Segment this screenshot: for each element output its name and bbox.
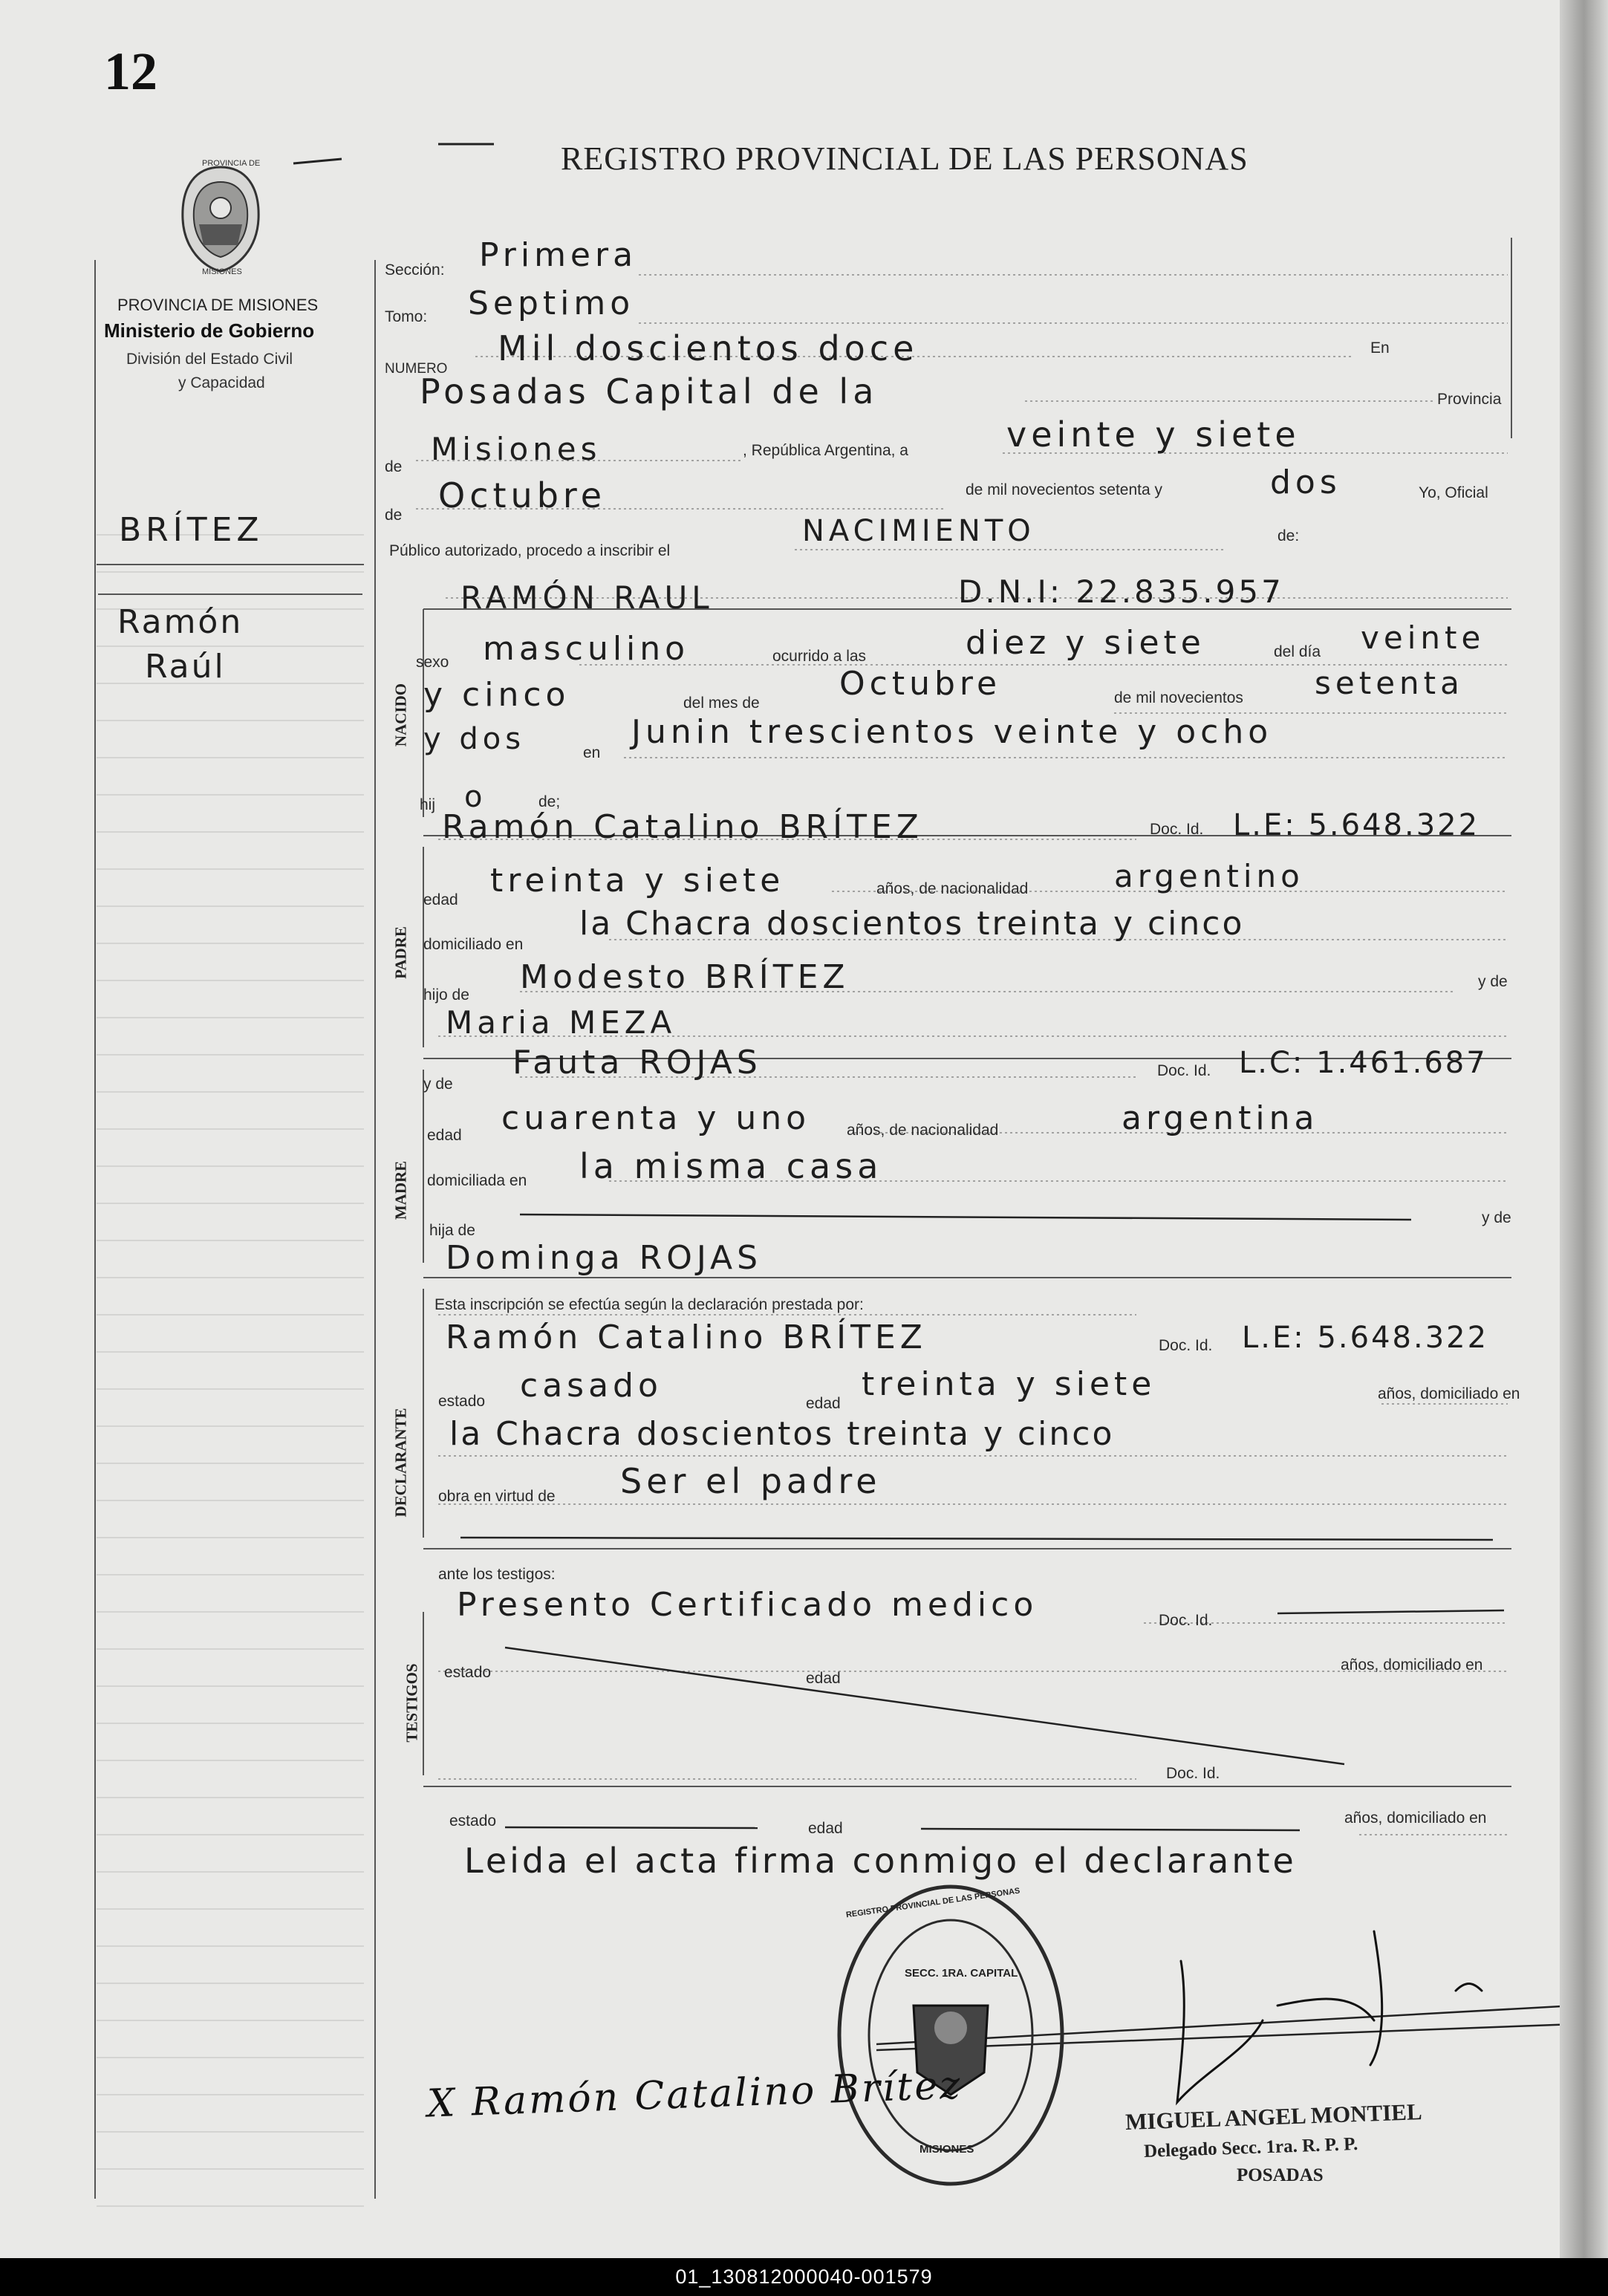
padre-nombre: Ramón Catalino BRÍTEZ <box>442 808 923 846</box>
label-de-mil: de mil novecientos <box>1114 689 1243 706</box>
value-dia: veinte y siete <box>1006 414 1301 455</box>
side-label-nacido: NACIDO <box>391 683 410 747</box>
label-doc-madre: Doc. Id. <box>1157 1062 1211 1079</box>
label-en: En <box>1370 339 1390 357</box>
label-tomo: Tomo: <box>385 308 428 325</box>
label-estado-declarante: estado <box>438 1393 486 1410</box>
value-anio: dos <box>1270 464 1341 501</box>
label-republica: , República Argentina, a <box>743 442 908 459</box>
madre-doc: L.C: 1.461.687 <box>1239 1046 1488 1080</box>
label-edad-testigo-1: edad <box>806 1670 841 1687</box>
nacido-nombre: RAMÓN RAUL <box>460 579 714 616</box>
official-city: POSADAS <box>1237 2165 1324 2185</box>
label-edad-testigo-2: edad <box>808 1820 843 1837</box>
side-label-testigos: TESTIGOS <box>403 1663 421 1743</box>
label-domiciliada: domiciliada en <box>427 1172 527 1189</box>
nacido-anio-2: y dos <box>423 722 526 756</box>
label-publico: Público autorizado, procedo a inscribir el <box>389 542 671 559</box>
padre-padre: Modesto BRÍTEZ <box>520 958 850 996</box>
official-title: Delegado Secc. 1ra. R. P. P. <box>1143 2133 1358 2162</box>
ministry-name: Ministerio de Gobierno <box>104 319 315 342</box>
label-de-2: de <box>385 507 403 524</box>
footer-id: 01_130812000040-001579 <box>0 2258 1608 2296</box>
label-doc-testigo-1: Doc. Id. <box>1159 1612 1213 1629</box>
padre-nacionalidad: argentino <box>1114 858 1304 894</box>
label-y-de-padre: y de <box>1478 973 1508 990</box>
stamp-text-top: REGISTRO PROVINCIAL DE LAS PERSONAS <box>845 1886 1021 1920</box>
label-domicilio-declarante: años, domiciliado en <box>1378 1385 1520 1402</box>
madre-nacionalidad: argentina <box>1122 1099 1319 1137</box>
label-hija-de: hija de <box>429 1222 475 1239</box>
declarante-domicilio: la Chacra doscientos treinta y cinco <box>449 1415 1115 1453</box>
label-doc-testigo-2: Doc. Id. <box>1166 1765 1220 1782</box>
label-domicilio-testigo-1: años, domiciliado en <box>1341 1656 1483 1674</box>
province-seal <box>178 159 264 276</box>
label-hij: hij <box>420 796 436 813</box>
label-obra: obra en virtud de <box>438 1488 556 1505</box>
label-seccion: Sección: <box>385 261 445 279</box>
page-title: REGISTRO PROVINCIAL DE LAS PERSONAS <box>561 140 1249 177</box>
book-edge <box>1560 0 1608 2258</box>
label-sexo: sexo <box>416 654 449 671</box>
value-acta: NACIMIENTO <box>802 514 1035 548</box>
seal-text-bottom: MISIONES <box>202 267 242 276</box>
nacido-dia-2: y cinco <box>423 676 570 714</box>
province-name: PROVINCIA DE MISIONES <box>117 296 319 314</box>
label-ocurrido: ocurrido a las <box>772 648 867 665</box>
label-estado-testigo-2: estado <box>449 1812 497 1830</box>
madre-madre: Dominga ROJAS <box>446 1239 763 1277</box>
value-mes: Octubre <box>438 475 607 516</box>
padre-domicilio: la Chacra doscientos treinta y cinco <box>579 905 1245 943</box>
madre-domicilio: la misma casa <box>579 1146 883 1186</box>
label-provincia: Provincia <box>1437 391 1502 408</box>
label-mil-novecientos: de mil novecientos setenta y <box>966 481 1162 498</box>
side-label-declarante: DECLARANTE <box>391 1408 410 1518</box>
testigos-cierre: Leida el acta firma conmigo el declarante <box>464 1841 1297 1881</box>
value-lugar: Posadas Capital de la <box>420 371 879 412</box>
nacido-sexo: masculino <box>483 630 690 668</box>
nacido-dni: D.N.I: 22.835.957 <box>958 573 1284 610</box>
margin-surname: BRÍTEZ <box>119 511 264 549</box>
padre-edad: treinta y siete <box>490 862 785 900</box>
label-edad-declarante: edad <box>806 1395 841 1412</box>
label-de-1: de <box>385 458 403 475</box>
label-del-dia: del día <box>1274 643 1321 660</box>
label-edad-madre: edad <box>427 1127 462 1144</box>
label-doc-declarante: Doc. Id. <box>1159 1337 1213 1354</box>
label-ante: ante los testigos: <box>438 1566 556 1583</box>
division-line-1: División del Estado Civil <box>126 351 293 368</box>
label-de-colon: de: <box>1277 527 1300 544</box>
seal-text-top: PROVINCIA DE <box>202 159 261 168</box>
label-domicilio-padre: domiciliado en <box>423 936 524 953</box>
declarante-doc: L.E: 5.648.322 <box>1242 1321 1489 1355</box>
declarante-nombre: Ramón Catalino BRÍTEZ <box>446 1318 927 1356</box>
label-doc-padre: Doc. Id. <box>1150 821 1204 838</box>
label-numero: NUMERO <box>385 361 448 377</box>
label-edad-padre: edad <box>423 891 458 908</box>
label-de-semicolon: de; <box>538 793 561 810</box>
page-number: 12 <box>104 42 157 101</box>
padre-doc: L.E: 5.648.322 <box>1233 808 1480 842</box>
label-y-de-madre-2: y de <box>1482 1209 1511 1226</box>
padre-madre: Maria MEZA <box>446 1004 677 1041</box>
madre-nombre: Fauta ROJAS <box>512 1044 762 1082</box>
margin-given-name-1: Ramón <box>117 603 244 641</box>
testigos-nota: Presento Certificado medico <box>457 1586 1038 1624</box>
official-stamp <box>832 1879 1070 2191</box>
declarante-obra: Ser el padre <box>620 1461 882 1501</box>
label-y-de-madre: y de <box>423 1076 453 1093</box>
nacido-hijo-sufijo: o <box>464 780 487 814</box>
madre-edad: cuarenta y uno <box>501 1099 811 1137</box>
margin-given-name-2: Raúl <box>145 648 226 686</box>
declarante-estado: casado <box>520 1367 663 1405</box>
side-label-madre: MADRE <box>391 1160 410 1220</box>
declarant-signature: X Ramón Catalino Brítez <box>426 2063 963 2127</box>
side-label-padre: PADRE <box>391 926 410 979</box>
value-numero: Mil doscientos doce <box>498 328 919 368</box>
stamp-text-mid: SECC. 1RA. CAPITAL <box>905 1967 1018 1980</box>
label-hijo-de: hijo de <box>423 986 469 1004</box>
label-domicilio-testigo-2: años, domiciliado en <box>1344 1809 1487 1827</box>
label-del-mes: del mes de <box>683 695 760 712</box>
nacido-mes: Octubre <box>839 665 1002 703</box>
coat-of-arms-icon <box>178 163 264 275</box>
stamp-text-bottom: MISIONES <box>919 2143 974 2156</box>
nacido-anio-1: setenta <box>1315 665 1464 701</box>
value-provincia: Misiones <box>431 431 602 467</box>
official-name: MIGUEL ANGEL MONTIEL <box>1124 2098 1423 2135</box>
label-nacionalidad-padre: años, de nacionalidad <box>876 880 1029 897</box>
division-line-2: y Capacidad <box>178 374 265 391</box>
nacido-lugar: Junin trescientos veinte y ocho <box>631 713 1273 751</box>
declarante-edad: treinta y siete <box>862 1365 1156 1403</box>
label-nacionalidad-madre: años, de nacionalidad <box>847 1122 999 1139</box>
value-seccion: Primera <box>479 236 638 274</box>
nacido-dia-1: veinte <box>1361 619 1485 656</box>
value-tomo: Septimo <box>468 284 635 322</box>
nacido-hora: diez y siete <box>966 624 1205 662</box>
label-yo-oficial: Yo, Oficial <box>1419 484 1488 501</box>
label-inscripcion: Esta inscripción se efectúa según la declaración prestada por: <box>434 1296 864 1313</box>
label-estado-testigo-1: estado <box>444 1664 492 1681</box>
label-en-lower: en <box>583 744 601 761</box>
